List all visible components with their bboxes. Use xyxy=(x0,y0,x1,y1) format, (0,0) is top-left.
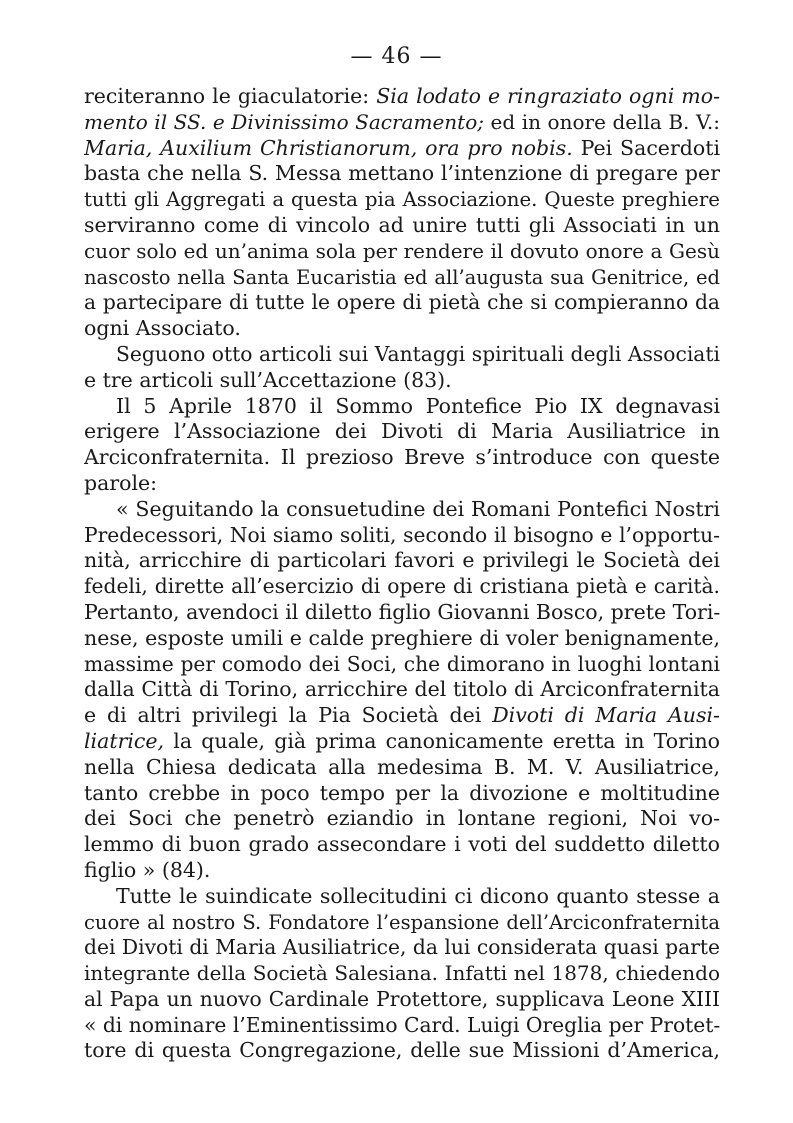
text-line xyxy=(84,110,720,136)
italic-text-span: mento il SS. e Divinissimo Sacramento; xyxy=(84,109,484,134)
text-span: e tre articoli sull’Accettazione (83). xyxy=(84,367,452,392)
text-span: Tutte le suindicate sollecitudini ci dicono quanto stesse a xyxy=(116,883,720,908)
text-line xyxy=(84,987,720,1013)
text-span: dei Soci che penetrò eziandio in lontane regioni, Noi vo- xyxy=(84,806,720,831)
italic-text-span: Divoti di Maria Ausi- xyxy=(492,703,720,728)
text-line xyxy=(84,342,720,368)
text-line xyxy=(84,755,720,781)
text-line xyxy=(84,652,720,678)
text-span: al Papa un nuovo Cardinale Protettore, supplicava Leone XIII xyxy=(84,986,720,1011)
italic-text-span: Sia lodato e ringraziato ogni mo- xyxy=(376,84,720,108)
text-span: dei Divoti di Maria Ausiliatrice, da lui considerata quasi parte xyxy=(84,935,720,960)
text-line xyxy=(84,523,720,549)
text-span: a partecipare di tutte le opere di pietà che si compieranno da xyxy=(84,290,720,315)
text-span: « di nominare l’Eminentissimo Card. Luigi Oreglia per Protet- xyxy=(84,1012,720,1037)
text-span: « Seguitando la consuetudine dei Romani Pontefici Nostri xyxy=(116,496,720,521)
text-span: cuore al nostro S. Fondatore l’espansione dell’Arciconfraternita xyxy=(84,910,720,934)
text-span: integrante della Società Salesiana. Infatti nel 1878, chiedendo xyxy=(84,961,720,986)
text-line xyxy=(84,497,720,523)
text-line xyxy=(84,884,720,910)
page-number: — 46 — xyxy=(350,44,443,69)
text-span: parole: xyxy=(84,470,158,495)
text-line xyxy=(84,832,720,858)
text-line xyxy=(84,290,720,316)
text-line xyxy=(84,187,720,213)
text-span: Pei Sacerdoti xyxy=(572,135,720,160)
text-span: la quale, già prima canonicamente eretta in Torino xyxy=(164,728,720,753)
text-span: dalla Città di Torino, arricchire del titolo di Arciconfraternita xyxy=(84,677,720,702)
text-line xyxy=(84,213,720,239)
text-line xyxy=(84,84,720,110)
text-span: reciteranno le giaculatorie: xyxy=(84,84,377,108)
text-span: massime per comodo dei Soci, che dimorano in luoghi lontani xyxy=(84,651,720,676)
text-line xyxy=(84,265,720,291)
text-line xyxy=(84,806,720,832)
text-line xyxy=(84,136,720,162)
text-line xyxy=(84,239,720,265)
text-span: Seguono otto articoli sui Vantaggi spirituali degli Associati xyxy=(116,341,720,366)
text-line xyxy=(84,626,720,652)
text-span: nità, arricchire di particolari favori e privilegi le Società dei xyxy=(84,548,720,573)
text-span: fedeli, dirette all’esercizio di opere di cristiana pietà e carità. xyxy=(84,574,720,599)
body-text xyxy=(84,84,720,1064)
text-line xyxy=(84,703,720,729)
italic-text-span: liatrice, xyxy=(84,728,165,753)
text-span: nascosto nella Santa Eucaristia ed all’augusta sua Genitrice, ed xyxy=(84,265,720,289)
text-span: Predecessori, Noi siamo soliti, secondo il bisogno e l’opportu- xyxy=(84,522,720,547)
text-line xyxy=(84,368,720,394)
text-span: serviranno come di vincolo ad unire tutti gli Associati in un xyxy=(84,212,720,237)
text-line xyxy=(84,419,720,445)
text-line xyxy=(84,961,720,987)
text-span: tanto crebbe in poco tempo per la divozione e moltitudine xyxy=(84,780,720,805)
text-line xyxy=(84,677,720,703)
text-line xyxy=(84,781,720,807)
text-span: tore di questa Congregazione, delle sue Missioni d’America, xyxy=(84,1038,720,1063)
text-span: nese, esposte umili e calde preghiere di voler benignamente, xyxy=(84,625,720,650)
text-span: basta che nella S. Messa mettano l’intenzione di pregare per xyxy=(84,161,720,186)
text-span: Il 5 Aprile 1870 il Sommo Pontefice Pio IX degnavasi xyxy=(116,393,720,418)
text-line xyxy=(84,316,720,342)
text-line xyxy=(84,1013,720,1039)
text-span: cuor solo ed un’anima sola per rendere il dovuto onore a Gesù xyxy=(84,238,720,263)
italic-text-span: Maria, Auxilium Christianorum, ora pro nobis. xyxy=(84,135,573,160)
text-span: figlio » (84). xyxy=(84,857,211,882)
text-span: ed in onore della B. V.: xyxy=(483,109,720,134)
text-span: lemmo di buon grado assecondare i voti del suddetto diletto xyxy=(84,832,720,857)
text-line xyxy=(84,910,720,936)
text-line xyxy=(84,548,720,574)
text-span: Arciconfraternita. Il prezioso Breve s’introduce con queste xyxy=(84,445,720,470)
text-line xyxy=(84,394,720,420)
text-line xyxy=(84,858,720,884)
text-line xyxy=(84,1038,720,1064)
text-span: erigere l’Associazione dei Divoti di Maria Ausiliatrice in xyxy=(84,419,720,444)
text-span: tutti gli Aggregati a questa pia Associazione. Queste preghiere xyxy=(84,188,720,212)
text-line xyxy=(84,574,720,600)
text-line xyxy=(84,471,720,497)
text-line xyxy=(84,729,720,755)
text-line xyxy=(84,161,720,187)
text-line xyxy=(84,445,720,471)
text-span: ogni Associato. xyxy=(84,316,241,341)
text-line xyxy=(84,935,720,961)
text-span: nella Chiesa dedicata alla medesima B. M. V. Ausiliatrice, xyxy=(84,754,720,779)
text-span: e di altri privilegi la Pia Società dei xyxy=(84,703,493,728)
text-line xyxy=(84,600,720,626)
text-span: Pertanto, avendoci il diletto figlio Giovanni Bosco, prete Tori- xyxy=(84,599,720,624)
